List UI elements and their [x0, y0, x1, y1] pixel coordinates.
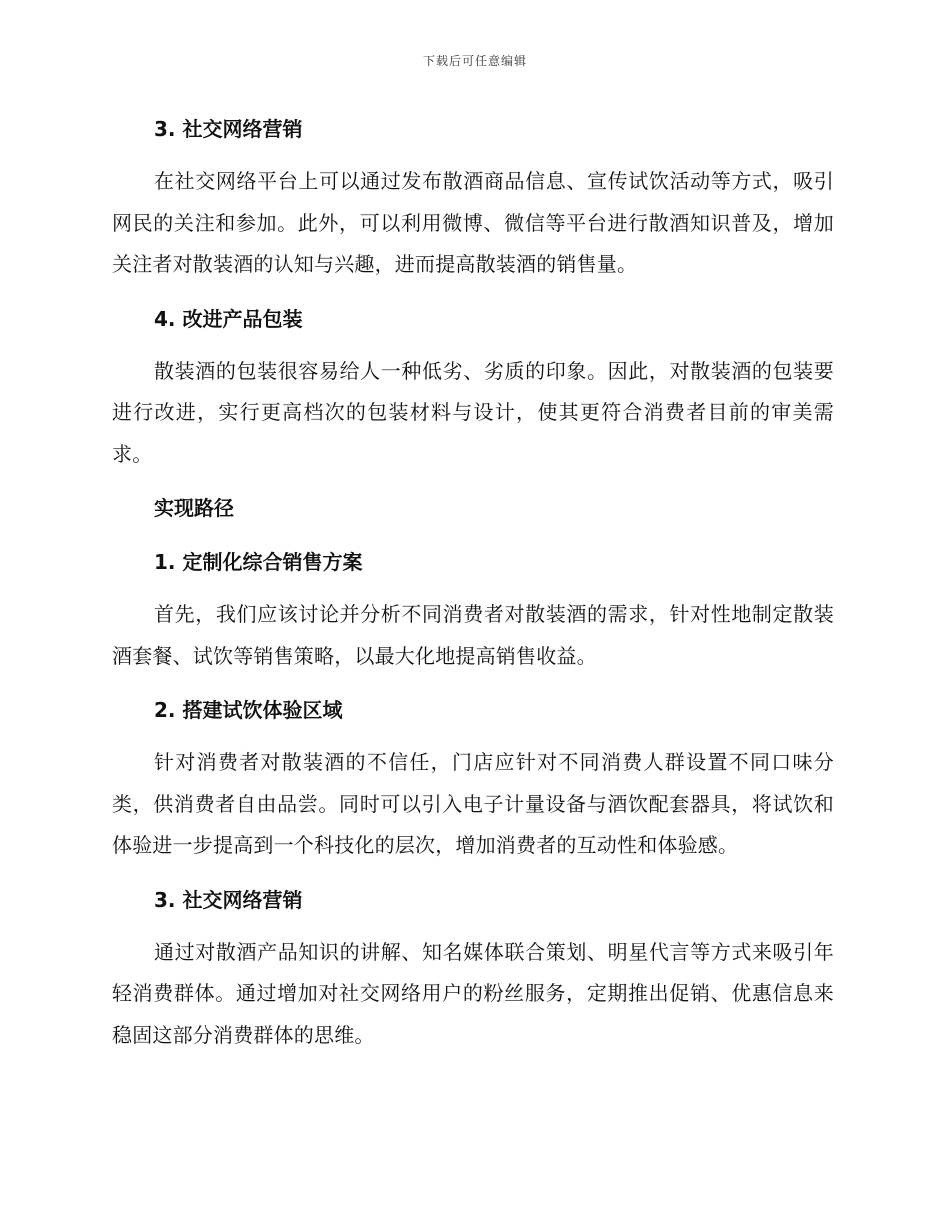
section-heading-social-marketing-2: 3. 社交网络营销	[154, 887, 303, 912]
section-paragraph-custom-sales-plan: 首先，我们应该讨论并分析不同消费者对散装酒的需求，针对性地制定散装酒套餐、试饮等销售策略，以最大化地提高销售收益。	[112, 602, 834, 668]
section-heading-packaging: 4. 改进产品包装	[154, 306, 303, 331]
section-paragraph-packaging: 散装酒的包装很容易给人一种低劣、劣质的印象。因此，对散装酒的包装要进行改进，实行更高档次的包装材料与设计，使其更符合消费者目前的审美需求。	[112, 358, 834, 466]
section-heading-social-marketing-1: 3. 社交网络营销	[154, 117, 303, 141]
section-paragraph-tasting-area: 针对消费者对散装酒的不信任，门店应针对不同消费人群设置不同口味分类，供消费者自由品尝。同时可以引入电子计量设备与酒饮配套器具，将试饮和体验进一步提高到一个科技化的层次，增加消费者的互动性和体验感。	[112, 750, 834, 857]
section-heading-implementation-path: 实现路径	[154, 496, 234, 520]
document-body	[112, 108, 834, 1056]
section-heading-tasting-area: 2. 搭建试饮体验区域	[154, 698, 343, 722]
section-paragraph-social-marketing-1: 在社交网络平台上可以通过发布散酒商品信息、宣传试饮活动等方式，吸引网民的关注和参加。此外，可以利用微博、微信等平台进行散酒知识普及，增加关注者对散装酒的认知与兴趣，进而提高散装酒的销售量。	[112, 169, 834, 276]
section-paragraph-social-marketing-2: 通过对散酒产品知识的讲解、知名媒体联合策划、明星代言等方式来吸引年轻消费群体。通过增加对社交网络用户的粉丝服务，定期推出促销、优惠信息来稳固这部分消费群体的思维。	[112, 939, 834, 1047]
section-heading-custom-sales-plan: 1. 定制化综合销售方案	[154, 550, 363, 574]
page-header: 下载后可任意编辑	[422, 54, 527, 68]
